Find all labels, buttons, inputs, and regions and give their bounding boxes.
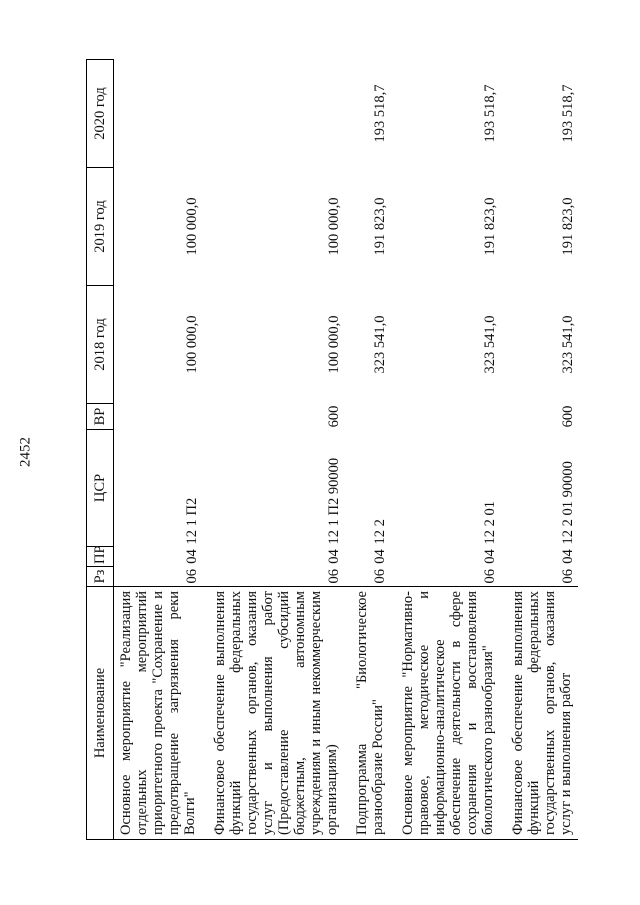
row-2020 (202, 60, 344, 168)
budget-table-sheet (86, 60, 606, 840)
row-2018: 323 541,0 (482, 315, 498, 374)
header-rz: Рз (87, 567, 114, 587)
row-rz: 06 (482, 569, 498, 584)
table-row (390, 60, 500, 840)
table-row (344, 60, 390, 840)
row-2020: 193 518,7 (482, 84, 498, 143)
row-pr: 04 (482, 549, 498, 564)
table-header-row (87, 60, 114, 840)
row-vr: 600 (560, 405, 576, 428)
row-csr: 12 2 (372, 519, 388, 545)
page-number: 2452 (17, 437, 34, 467)
row-2018: 100 000,0 (326, 315, 342, 374)
row-pr: 04 (184, 549, 200, 564)
row-2019: 191 823,0 (482, 197, 498, 256)
row-2020: 193 518,7 (372, 84, 388, 143)
row-2018: 323 541,0 (372, 315, 388, 374)
row-pr: 04 (326, 549, 342, 564)
row-rz: 06 (326, 569, 342, 584)
row-rz: 06 (184, 569, 200, 584)
row-name: Подпрограмма "Биологическое разнообразие России" (344, 587, 390, 840)
header-name: Наименование (87, 587, 114, 840)
table-row (202, 60, 344, 840)
row-csr: 12 2 01 90000 (560, 461, 576, 545)
row-2019: 100 000,0 (326, 197, 342, 256)
row-2020 (114, 60, 203, 168)
table-row (500, 60, 578, 840)
row-csr: 12 1 П2 90000 (326, 457, 342, 545)
row-vr: 600 (326, 405, 342, 428)
row-2019: 191 823,0 (372, 197, 388, 256)
row-name: Основное мероприятие "Нормативно-правовое, методическое и информационно-аналитическое обеспечение деятельности в сфере сохранения и восстановления биологического разнообразия" (390, 587, 500, 840)
row-vr (390, 404, 500, 430)
row-pr: 04 (560, 549, 576, 564)
row-vr (344, 404, 390, 430)
row-name: Финансовое обеспечение выполнения функций федеральных государственных органов, оказания услуг и выполнения работ (Предоставление субсидий бюджетным, автономным учреждениям и иным некоммерческим организациям) (202, 587, 344, 840)
row-vr (114, 404, 203, 430)
row-2019: 100 000,0 (184, 197, 200, 256)
header-csr: ЦСР (87, 430, 114, 547)
header-2019: 2019 год (87, 168, 114, 286)
header-2020: 2020 год (87, 60, 114, 168)
header-2018: 2018 год (87, 286, 114, 404)
row-2018: 100 000,0 (184, 315, 200, 374)
row-2018: 323 541,0 (560, 315, 576, 374)
row-2019: 191 823,0 (560, 197, 576, 256)
row-csr: 12 2 01 (482, 501, 498, 545)
row-pr: 04 (372, 549, 388, 564)
row-2020: 193 518,7 (560, 84, 576, 143)
row-name: Основное мероприятие "Реализация отдельных мероприятий приоритетного проекта "Сохранение и предотвращение загрязнения реки Волги" (114, 587, 203, 840)
budget-table (86, 59, 578, 840)
row-rz: 06 (372, 569, 388, 584)
header-pr: ПР (87, 547, 114, 567)
row-name: Финансовое обеспечение выполнения функций федеральных государственных органов, оказания услуг и выполнения работ (500, 587, 578, 840)
header-vr: ВР (87, 404, 114, 430)
row-csr: 12 1 П2 (184, 497, 200, 545)
table-row (114, 60, 203, 840)
row-rz: 06 (560, 569, 576, 584)
